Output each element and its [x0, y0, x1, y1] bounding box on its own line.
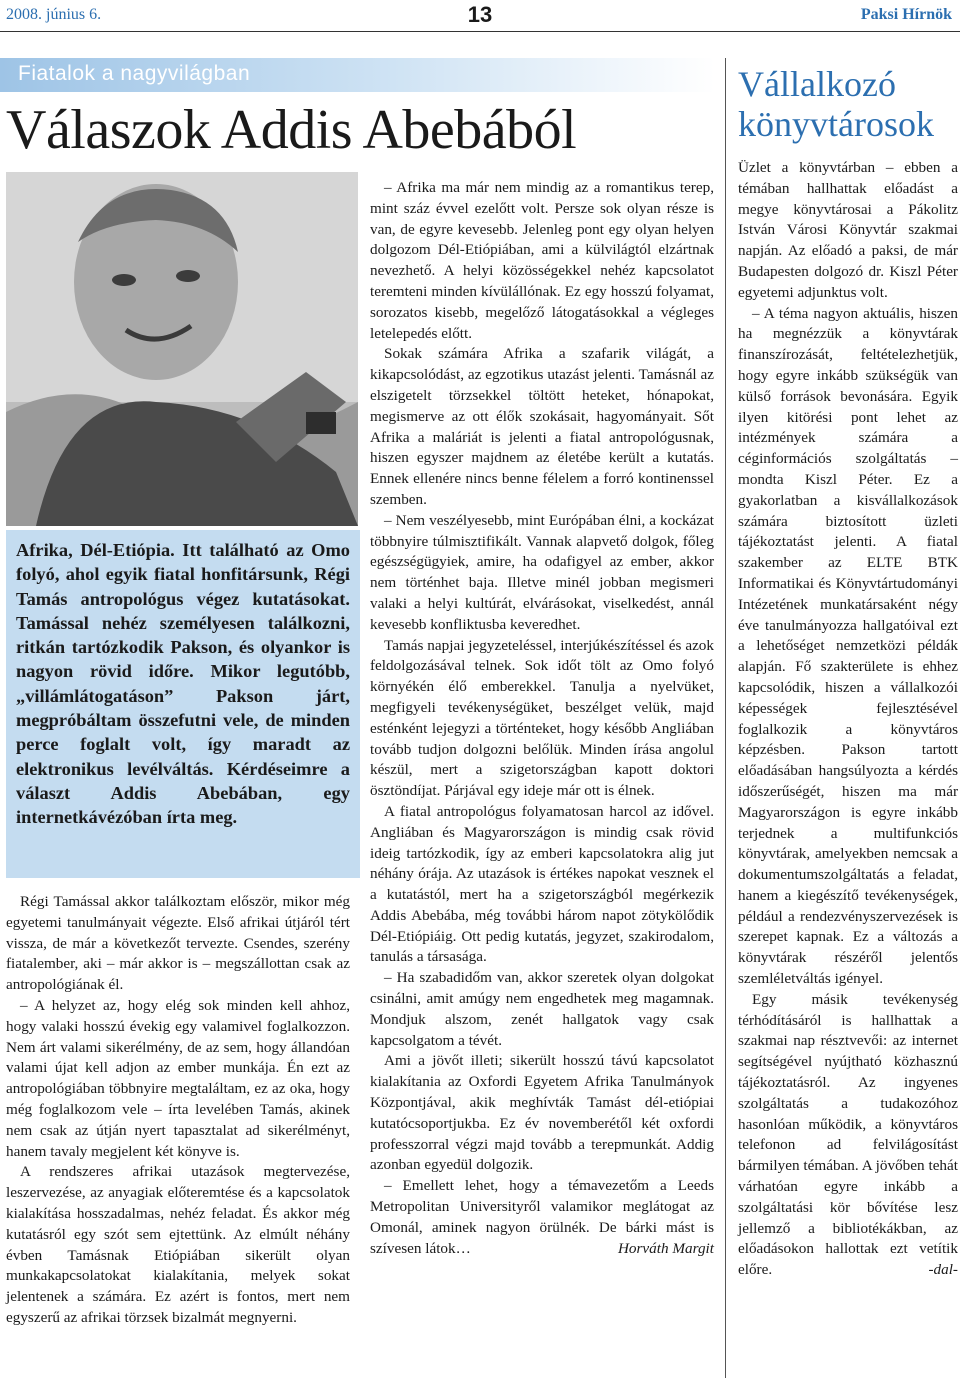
paragraph: Régi Tamással akkor találkoztam először, mikor még egyetemi tanulmányait végezte. Első afrikai útjáról tért vissza, de már a következőt tervezte. Csendes, szerény fiatalember, aki – már akkor is – megszállottan csak az antropológiának él.	[6, 893, 350, 994]
article-column-1	[6, 892, 350, 1329]
article-lead: Afrika, Dél-Etiópia. Itt található az Omo folyó, ahol egyik fiatal honfitársunk, Régi Tamás antropológus végez kutatásokat. Tamással nehéz személyesen találkozni, ritkán tartózkodik Pakson, és olyankor is nagyon rövid időre. Mikor legutóbb, „villámlátogatáson” Pakson járt, megpróbáltam összefutni vele, de minden perce foglalt volt, így maradt az elektronikus levélváltás. Kérdéseimre a választ Addis Abebában, egy internetkávézóban írta meg.	[6, 530, 360, 878]
paragraph: A fiatal antropológus folyamatosan harcol az idővel. Angliában és Magyarországon is mindig csak rövid ideig tartózkodik, így az emberi kapcsolatokra alig jut néhány órája. Az utazások is értékes napokat vesznek el a kutatástól, mert ha a szigetországból megérkezik Addis Abebába, még további három napot zötykölődik Dél-Etiópiáig. Ott pedig kutatás, jegyzet, szakirodalom, tanulás a társasága.	[370, 802, 714, 966]
paragraph-text: Egy másik tevékenység térhódításáról is hallhattak a szakmai nap résztvevői: az internet segítségével nyújtható közhasznú tájékoztatásról. Az ingyenes szolgáltatás a tudakozóhoz hasonlóan működik, a könyvtáros telefonon ad felvilágosítást bármilyen témában. A jövőben tehát várhatóan egyre inkább a szolgáltatási kör bővítése lesz jellemző a bibliotékákban, az előadásokon hallottak ezt vetítik előre.	[738, 990, 958, 1279]
column-divider	[725, 58, 726, 1378]
header-rule	[0, 31, 960, 32]
paragraph: Üzlet a könyvtárban – ebben a témában hallhattak előadást a megye könyvtárosai a Pákolitz István Városi Könyvtár szakmai napján. Az előadó a paksi, de már Budapesten dolgozó dr. Kiszl Péter egyetemi adjunktus volt.	[738, 159, 958, 301]
sidebar-title: Vállalkozó könyvtárosok	[738, 64, 934, 144]
publication-name: Paksi Hírnök	[860, 6, 952, 23]
paragraph: – Nem veszélyesebb, mint Európában élni, a kockázat többnyire túlmisztifikált. Vannak alapvető dolgok, főleg egészségügyiek, amire, ha odafigyel az ember, akkor nem történhet baja. Illetve minél jobban megismeri valaki a helyi kultúrát, elvárásokat, viselkedést, annál kevesebb konfliktusba keveredhet.	[370, 511, 714, 633]
article-column-2	[370, 178, 714, 1259]
sidebar-author: -dal-	[928, 1261, 958, 1279]
paragraph: Tamás napjai jegyzeteléssel, interjúkészítéssel és azok feldolgozásával telnek. Sok időt tölt az Omo folyó környékén élő emberekkel. Tanulja a nyelvüket, megfigyeli tevékenységüket, beszélget velük, majd esténként lejegyzi a történteket, hogy később Angliában tovább tudjon dolgozni belőlük. Minden írása angolul készül, mert a szigetországban kapott doktori ösztöndíjat. Párjával egy ideje már ott is élnek.	[370, 636, 714, 800]
sidebar-column	[738, 158, 958, 1281]
paragraph: – A helyzet az, hogy elég sok minden kell ahhoz, hogy valaki hosszú évekig egy valamivel foglalkozzon. Nem árt valami sikerélmény, de az sem, hogy állandóan valami újat kell adjon az ember munkája. Én ezt az antropológiában többnyire megtaláltam, ez az oka, hogy még foglalkozom vele – írta levelében Tamás, akinek nem csak az útján nyert tapasztalat ad sikerélményt, hanem tavaly megjelent két könyve is.	[6, 996, 350, 1160]
page-number: 13	[467, 2, 493, 27]
paragraph: A rendszeres afrikai utazások megtervezése, leszervezése, az anyagiak előteremtése és a kapcsolatok kialakítása hosszadalmas, nehéz feladat. És akkor még kutatásról egy szót sem ejtettünk. Az elmúlt néhány évben Tamásnak Etiópiában sikerült olyan munkakapcsolatokat kialakítania, melyek sokat jelentenek a számára. Ez azért is fontos, mert nem egyszerű az afrikai törzsek bizalmát megnyerni.	[6, 1163, 350, 1326]
page-header	[0, 0, 960, 32]
section-band	[0, 58, 715, 92]
portrait-photo	[6, 172, 358, 526]
paragraph-last	[738, 990, 958, 1281]
paragraph-last	[370, 1176, 714, 1259]
paragraph: Ami a jövőt illeti; sikerült hosszú távú kapcsolatot kialakítania az Oxfordi Egyetem Afrika Tanulmányok Központjával, akik meghívták Tamást dél-etiópiai kutatócsoportjukba. Ez év novemberétől két oxfordi professzorral végzi majd tovább a terepmunkát. Addig azonban egyedül dolgozik.	[370, 1052, 714, 1174]
paragraph-text: – Emellett lehet, hogy a témavezetőm a Leeds Metropolitan Universityről valamikor meglátogat az Omonál, aminek nagyon örülnék. De bárki mást is szívesen látok…	[370, 1177, 714, 1257]
paragraph: – A téma nagyon aktuális, hiszen ha megnézzük a könyvtárak finanszírozását, feltételezhetjük, hogy egyre inkább szükségük van külső források bevonására. Egyik ilyen kitörési pont lehet az intézmények számára a céginformációs szolgáltatás – mondta Kiszl Péter. Ez a gyakorlatban a kisvállalkozások számára biztosított üzleti tájékoztatást jelenti. A fiatal szakember az ELTE BTK Informatikai és Könyvtártudományi Intézetének munkatársaként négy éve tanulmányozza hallgatóival ezt a lehetőséget nemzetközi példák alapján. Fő szakterülete is ehhez kapcsolódik, hiszen a vállalkozói képességek fejlesztésével foglalkozik a könyvtáros képzésben. Pakson tartott előadásában hangsúlyozta a kérdés időszerűségét, hiszen ma már Magyarországon is egyre inkább terjednek a multifunkciós könyvtárak, amelyekben nemcsak a dokumentumszolgáltatás a feladat, hanem a kiegészítő tevékenységek, például a rendezvényszervezések is szerepet kapnak. Ez a változás a könyvtárak részéről jelentős szemléletváltás igényel.	[738, 304, 958, 988]
paragraph: – Ha szabadidőm van, akkor szeretek olyan dolgokat csinálni, amit amúgy nem engedhetek meg magamnak. Mondjuk alszom, zenét hallgatok vagy csak kapcsolgatom a tévét.	[370, 969, 714, 1049]
paragraph: Sokak számára Afrika a szafarik világát, a kikapcsolódást, az egzotikus utazást jelenti. Tamásnál az elszigetelt törzsekkel töltött heteket, hónapokat, megismerve az ott élők szokásait, hagyományait. Sőt Afrika a maláriát is jelenti a fiatal antropológusnak, hiszen egyszer majdnem az életébe került a kutatás. Ennek ellenére nincs benne félelem a forró kontinenssel szemben.	[370, 345, 714, 508]
issue-date: 2008. június 6.	[6, 6, 102, 23]
paragraph: – Afrika ma már nem mindig az a romantikus terep, mint száz évvel ezelőtt volt. Persze sok olyan része is van, de egyre kevesebb. Jelenleg pont egy olyan helyen dolgozom Dél-Etiópiában, ami a külvilágtól elzártnak nevezhető. A helyi közösségekkel nehéz kapcsolatot teremteni minden kívülállónak. Ez egy hosszú folyamat, sorozatos kisebb, megelőző látogatásokkal a végleges letelepedés előtt.	[370, 179, 714, 342]
portrait-photo-drawing	[6, 172, 358, 526]
section-title: Fiatalok a nagyvilágban	[18, 62, 251, 85]
author-byline: Horváth Margit	[617, 1239, 714, 1257]
article-title: Válaszok Addis Abebából	[6, 99, 577, 161]
